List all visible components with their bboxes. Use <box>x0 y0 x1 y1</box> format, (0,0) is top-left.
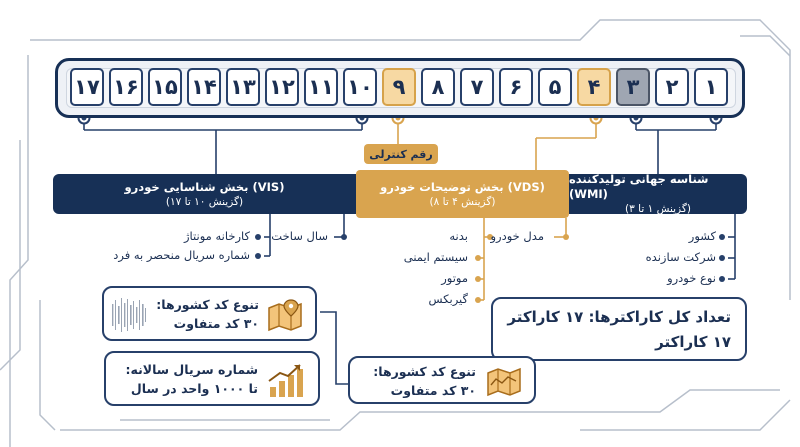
total-line-1: تعداد کل کاراکترها: ۱۷ کاراکتر <box>507 308 731 326</box>
wmi-maker: شرکت سازنده <box>645 250 716 264</box>
vis-range: (گزینش ۱۰ تا ۱۷) <box>165 195 244 208</box>
vin-position-1: ۱ <box>694 68 728 106</box>
vds-engine: موتور <box>441 271 468 285</box>
vin-position-12: ۱۲ <box>265 68 299 106</box>
vis-plant: کارخانه مونتاژ <box>184 229 250 243</box>
map-icon <box>267 298 303 332</box>
vin-position-14: ۱۴ <box>187 68 221 106</box>
vin-position-11: ۱۱ <box>304 68 338 106</box>
vin-position-15: ۱۵ <box>148 68 182 106</box>
wmi-country: کشور <box>688 229 716 243</box>
vin-position-6: ۶ <box>499 68 533 106</box>
vds-section-band <box>356 170 569 218</box>
vin-position-10: ۱۰ <box>343 68 377 106</box>
vin-position-13: ۱۳ <box>226 68 260 106</box>
wmi-section-band <box>569 174 747 214</box>
wmi-type: نوع خودرو <box>667 271 716 285</box>
vin-position-16: ۱۶ <box>109 68 143 106</box>
vin-position-2: ۲ <box>655 68 689 106</box>
vds-body: بدنه <box>449 229 468 243</box>
vin-position-3: ۳ <box>616 68 650 106</box>
growth-chart-icon <box>266 361 306 399</box>
vis-serial: شماره سریال منحصر به فرد <box>113 248 250 262</box>
vds-title: بخش توضیحات خودرو (VDS) <box>380 179 545 194</box>
vin-position-17: ۱۷ <box>70 68 104 106</box>
barcode-icon <box>110 296 150 334</box>
vds-model: مدل خودرو <box>490 229 544 243</box>
vin-position-7: ۷ <box>460 68 494 106</box>
vin-position-8: ۸ <box>421 68 455 106</box>
vis-model-year: سال ساخت <box>271 229 328 243</box>
country-codes-card-bottom <box>348 356 536 404</box>
vin-position-5: ۵ <box>538 68 572 106</box>
check-digit-tag: رقم کنترلی <box>364 144 438 164</box>
vis-title: بخش شناسایی خودرو (VIS) <box>124 179 285 194</box>
map-icon <box>486 365 522 397</box>
wmi-range: (گزینش ۱ تا ۳) <box>625 203 691 215</box>
country-codes-bottom-text: تنوع کد کشورها: ۳۰ کد متفاوت <box>373 364 476 398</box>
total-characters-box <box>491 297 747 361</box>
vds-safety: سیستم ایمنی <box>403 250 468 264</box>
country-codes-card-top <box>102 286 317 341</box>
vin-position-9: ۹ <box>382 68 416 106</box>
country-codes-top-text: تنوع کد کشورها: ۳۰ کد متفاوت <box>156 297 259 331</box>
total-line-2: ۱۷ کاراکتر <box>655 333 731 351</box>
wmi-title: شناسه جهانی تولیدکننده (WMI) <box>569 172 709 201</box>
annual-serial-text: شماره سریال سالانه: تا ۱۰۰۰ واحد در سال <box>125 362 258 396</box>
annual-serial-card <box>104 351 320 406</box>
vis-section-band <box>53 174 356 214</box>
vds-range: (گزینش ۴ تا ۸) <box>429 195 496 208</box>
vin-position-4: ۴ <box>577 68 611 106</box>
vds-gearbox: گیربکس <box>428 292 468 306</box>
